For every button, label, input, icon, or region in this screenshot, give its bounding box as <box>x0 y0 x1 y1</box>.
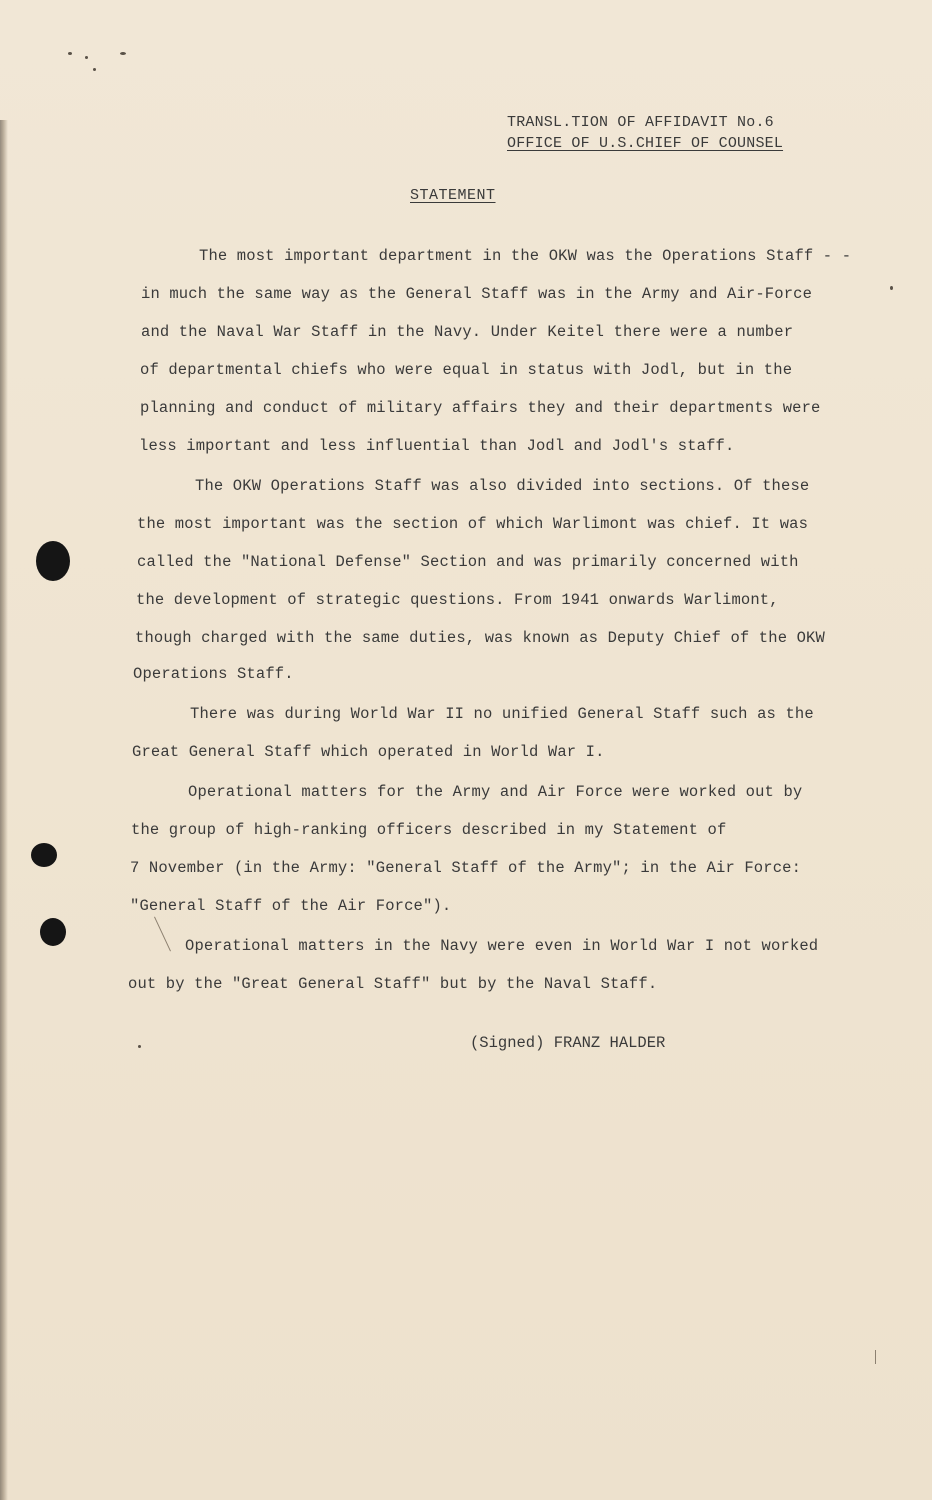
speck <box>138 1045 141 1048</box>
body-line: though charged with the same duties, was known as Deputy Chief of the OKW <box>135 629 825 647</box>
body-line: less important and less influential than Jodl and Jodl's staff. <box>139 437 735 455</box>
header-line-2: OFFICE OF U.S.CHIEF OF COUNSEL <box>507 135 784 152</box>
body-line: the most important was the section of which Warlimont was chief. It was <box>137 515 809 533</box>
body-line: There was during World War II no unified General Staff such as the <box>190 705 814 723</box>
body-line: Operational matters in the Navy were even in World War I not worked <box>185 937 819 955</box>
punch-hole <box>40 918 66 946</box>
scratch-mark <box>875 1350 876 1364</box>
body-line: and the Naval War Staff in the Navy. Under Keitel there were a number <box>141 323 794 341</box>
speck <box>120 52 126 55</box>
speck <box>93 68 96 71</box>
body-line: Operations Staff. <box>133 665 294 683</box>
body-line: in much the same way as the General Staff was in the Army and Air-Force <box>141 285 813 303</box>
header-line-1: TRANSL.TION OF AFFIDAVIT No.6 <box>507 114 774 131</box>
signature: (Signed) FRANZ HALDER <box>470 1034 666 1052</box>
punch-hole <box>36 541 70 581</box>
body-line: out by the "Great General Staff" but by the Naval Staff. <box>128 975 658 993</box>
body-line: the group of high-ranking officers described in my Statement of <box>131 821 727 839</box>
body-line: called the "National Defense" Section and was primarily concerned with <box>137 553 799 571</box>
speck <box>85 56 88 59</box>
body-line: 7 November (in the Army: "General Staff of the Army"; in the Air Force: <box>130 859 802 877</box>
scratch-mark <box>154 917 171 952</box>
body-line: Great General Staff which operated in World War I. <box>132 743 605 761</box>
body-line: "General Staff of the Air Force"). <box>130 897 452 915</box>
body-line: the development of strategic questions. From 1941 onwards Warlimont, <box>136 591 779 609</box>
body-line: of departmental chiefs who were equal in status with Jodl, but in the <box>140 361 793 379</box>
body-line: The most important department in the OKW was the Operations Staff - - <box>199 247 852 265</box>
body-line: Operational matters for the Army and Air Force were worked out by <box>188 783 803 801</box>
speck <box>68 52 72 55</box>
body-line: planning and conduct of military affairs they and their departments were <box>140 399 821 417</box>
punch-hole <box>31 843 57 867</box>
page-edge-shadow <box>0 120 8 1500</box>
document-header <box>507 112 783 154</box>
body-line: The OKW Operations Staff was also divided into sections. Of these <box>195 477 810 495</box>
speck <box>890 286 893 290</box>
document-title: STATEMENT <box>410 187 496 204</box>
